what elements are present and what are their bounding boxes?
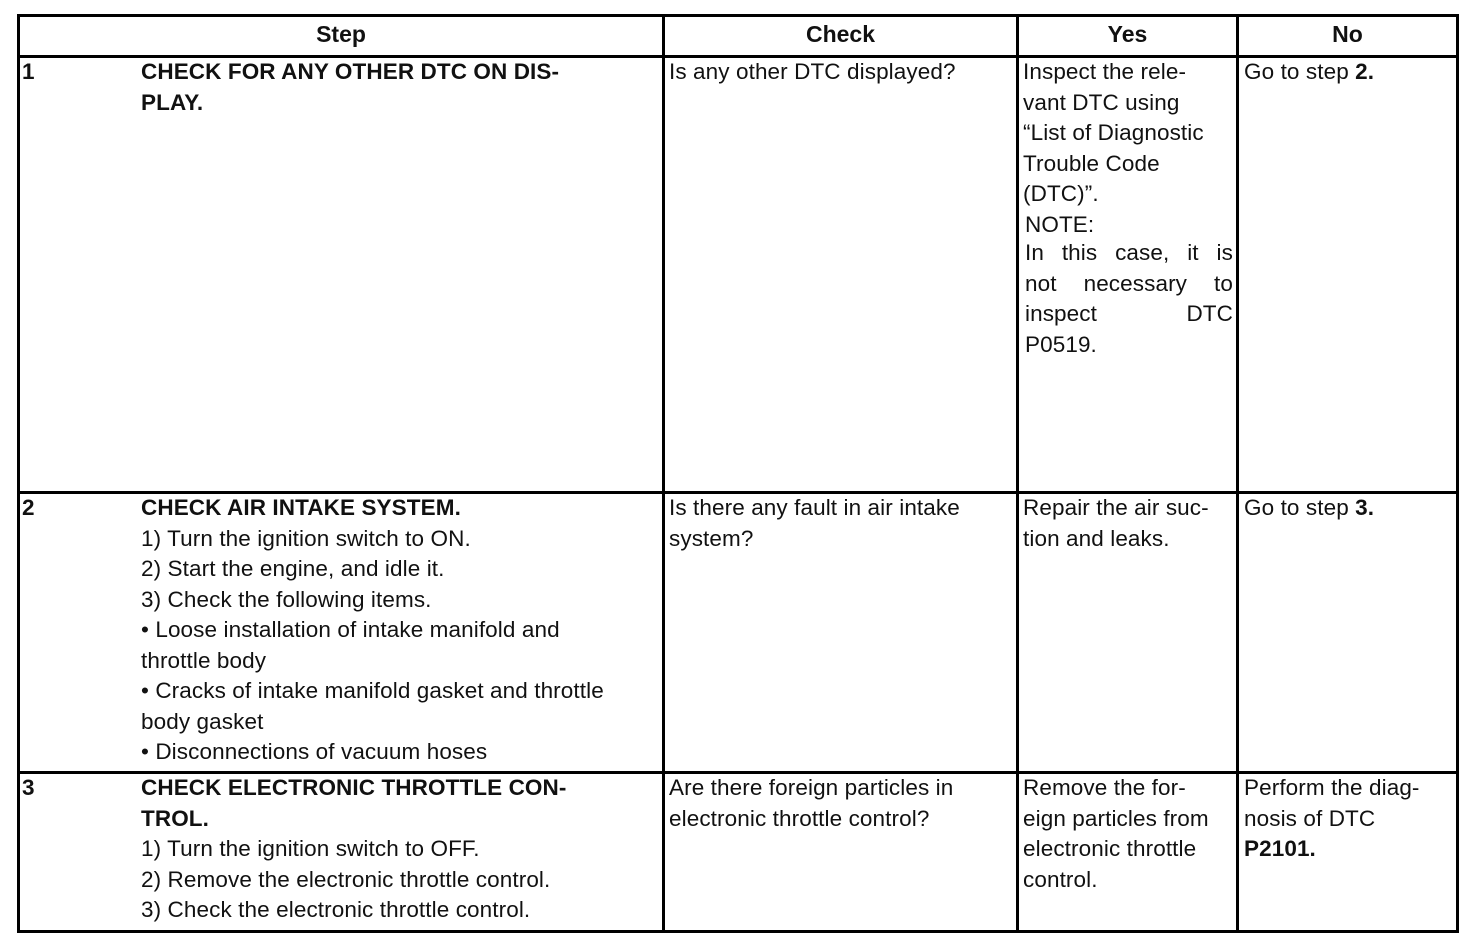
note-label: NOTE: — [1025, 212, 1095, 237]
note-word: to — [1214, 270, 1233, 296]
no-prefix: Go to step — [1244, 495, 1356, 520]
note-word: DTC — [1186, 301, 1233, 326]
yes-line: Trouble Code — [1023, 150, 1160, 176]
yes-line: Repair the air suc- — [1023, 495, 1209, 520]
note-word: inspect — [1025, 301, 1097, 326]
no-action — [1244, 493, 1374, 524]
table-border-left — [17, 14, 20, 933]
yes-action — [1023, 773, 1209, 895]
check-line: Is any other DTC displayed? — [669, 59, 956, 84]
note-word: this — [1061, 240, 1098, 265]
step-title: CHECK AIR INTAKE SYSTEM. — [141, 495, 461, 520]
col-divider-yes-no — [1236, 14, 1239, 933]
yes-action — [1023, 493, 1209, 554]
note-word: In — [1025, 240, 1044, 265]
check-question — [669, 493, 960, 554]
yes-line: Inspect the rele- — [1023, 59, 1187, 84]
step-number: 3 — [22, 775, 35, 800]
no-step-ref: 2. — [1355, 59, 1375, 84]
note-word: is — [1216, 240, 1233, 265]
note-line-3 — [1025, 299, 1233, 330]
header-check: Check — [805, 21, 876, 47]
procedure-line: • Cracks of intake manifold gasket and throttle — [141, 678, 604, 703]
procedure-line: • Disconnections of vacuum hoses — [141, 739, 488, 764]
procedure-line: 1) Turn the ignition switch to OFF. — [141, 836, 480, 861]
no-line: Perform the diag- — [1244, 775, 1420, 800]
note-word: it — [1187, 240, 1199, 265]
header-yes: Yes — [1107, 21, 1148, 47]
yes-line: electronic throttle — [1023, 836, 1197, 861]
yes-note — [1025, 210, 1094, 241]
yes-line: (DTC)”. — [1023, 181, 1099, 206]
note-line-1 — [1025, 238, 1233, 269]
no-line: nosis of DTC — [1244, 805, 1376, 831]
no-step-ref: 3. — [1355, 495, 1375, 520]
note-word: case, — [1115, 240, 1170, 265]
procedure-line: • Loose installation of intake manifold and — [141, 617, 560, 642]
check-question — [669, 773, 953, 834]
col-divider-check-yes — [1016, 14, 1019, 933]
procedure-line: 3) Check the following items. — [141, 586, 432, 612]
step-number: 1 — [22, 59, 35, 84]
no-action — [1244, 57, 1374, 88]
step-title: TROL. — [141, 805, 209, 831]
step-title: PLAY. — [141, 89, 204, 115]
yes-line: Remove the for- — [1023, 775, 1186, 800]
col-divider-step-check — [662, 14, 665, 933]
table-border-bottom — [17, 930, 1459, 933]
step-title: CHECK FOR ANY OTHER DTC ON DIS- — [141, 59, 560, 84]
yes-note-body — [1025, 238, 1233, 360]
header-no: No — [1332, 21, 1363, 47]
yes-line: tion and leaks. — [1023, 525, 1170, 551]
yes-line: control. — [1023, 866, 1098, 892]
procedure-line: body gasket — [141, 708, 264, 734]
step-number: 2 — [22, 495, 35, 520]
no-action — [1244, 773, 1420, 865]
step-content — [141, 493, 604, 768]
procedure-line: 3) Check the electronic throttle control. — [141, 897, 531, 922]
note-word: not — [1025, 270, 1057, 296]
procedure-line: 2) Remove the electronic throttle control. — [141, 866, 551, 892]
step-title: CHECK ELECTRONIC THROTTLE CON- — [141, 775, 567, 800]
table-border-right — [1456, 14, 1459, 933]
check-question — [669, 57, 956, 88]
no-prefix: Go to step — [1244, 59, 1356, 84]
note-word: necessary — [1083, 270, 1188, 296]
note-line-2 — [1025, 269, 1233, 300]
header-step: Step — [316, 21, 366, 47]
check-line: electronic throttle control? — [669, 805, 930, 831]
yes-line: vant DTC using — [1023, 89, 1180, 115]
yes-line: eign particles from — [1023, 805, 1209, 831]
check-line: Are there foreign particles in — [669, 775, 954, 800]
procedure-line: throttle body — [141, 647, 267, 673]
yes-line: “List of Diagnostic — [1023, 120, 1204, 145]
procedure-line: 1) Turn the ignition switch to ON. — [141, 525, 471, 551]
no-step-ref: P2101. — [1244, 836, 1316, 861]
check-line: Is there any fault in air intake — [669, 495, 960, 520]
procedure-line: 2) Start the engine, and idle it. — [141, 556, 445, 581]
yes-action — [1023, 57, 1204, 210]
check-line: system? — [669, 525, 754, 551]
step-content — [141, 57, 559, 118]
table-border-top — [17, 14, 1459, 17]
note-last-line: P0519. — [1025, 331, 1097, 357]
step-content — [141, 773, 566, 926]
